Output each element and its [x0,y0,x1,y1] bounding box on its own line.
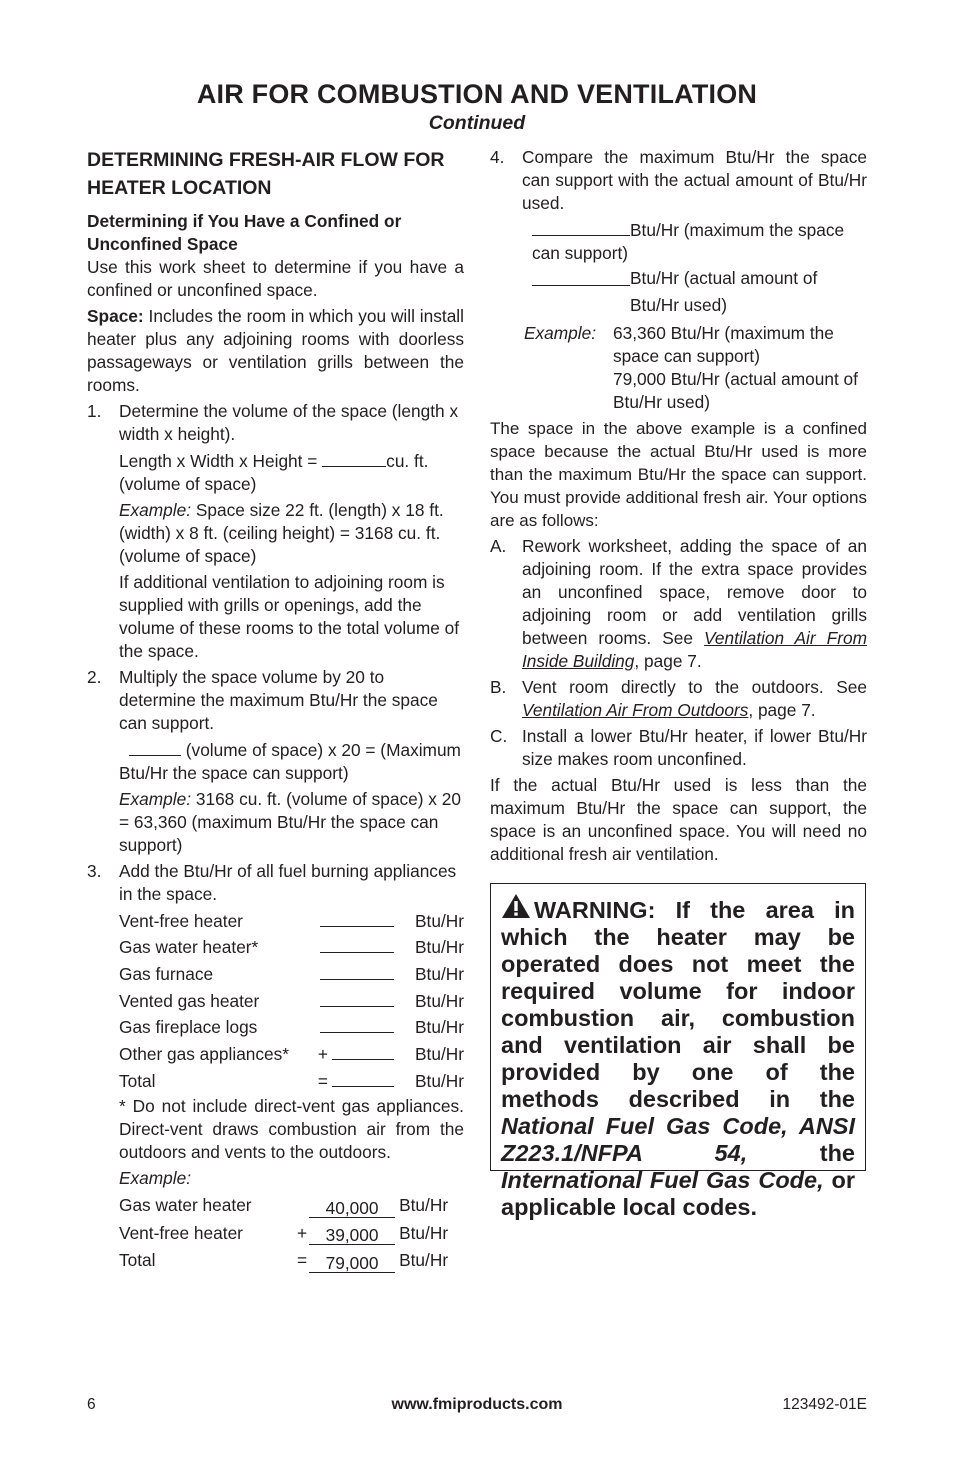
example-row [119,1190,459,1217]
appliance-label: Gas water heater* [119,937,259,958]
step-text: Determine the volume of the space (length x width x height). [119,401,459,444]
blank-line [320,992,394,1007]
compare-line-1 [490,218,867,265]
step-number: 4. [490,147,505,167]
example-text: Space size 22 ft. (length) x 18 ft. (width) x 8 ft. (ceiling height) = 3168 cu. ft. (volume of space) [119,500,444,566]
option-letter: B. [490,677,507,697]
operator [297,1190,309,1217]
appliance-row [119,933,464,960]
compare-text: Btu/Hr (maximum the space can support) [532,220,845,263]
unconfined-explanation: If the actual Btu/Hr used is less than the maximum Btu/Hr the space can support, the space is an unconfined space. You will need no additional fresh air ventilation. [490,775,867,864]
appliance-label: Gas fireplace logs [119,1017,258,1038]
volume-formula [119,449,464,496]
appliance-label: Vent-free heater [119,910,243,931]
step-2-example [119,788,464,857]
unit: Btu/Hr [415,1070,464,1091]
unit: Btu/Hr [415,990,464,1011]
warning-triangle-icon [501,893,531,919]
operator: + [317,1044,328,1065]
example-label: Example: [119,789,192,809]
step-text: Multiply the space volume by 20 to determine the maximum Btu/Hr the space can support. [119,667,438,733]
option-page: , page 7. [634,651,702,671]
appliance-table [119,906,464,1093]
step-number: 1. [87,401,102,421]
example-appliance: Vent-free heater [119,1222,243,1243]
example-value: 40,000 [309,1190,395,1217]
unit: Btu/Hr [399,1195,449,1215]
appliance-label: Total [119,1070,156,1091]
blank-line [320,1018,394,1033]
page-subtitle: Continued [428,112,526,134]
blank-line [320,965,394,980]
appliance-label: Other gas appliances* [119,1044,290,1065]
document-number: 123492-01E [782,1396,867,1413]
warning-text: the [747,1140,855,1166]
example-value: 39,000 [309,1217,395,1245]
warning-code-ref: International Fuel Gas Code, [501,1167,824,1193]
option-b [490,676,867,722]
operator: = [317,1070,328,1091]
blank-line [332,1072,394,1087]
compare-line-2 [532,268,867,319]
example-max: 63,360 Btu/Hr (maximum the space can support) [613,323,834,366]
formula-unit: cu. ft. (volume of space) [119,451,429,494]
step-1-example [119,499,464,568]
page-title: AIR FOR COMBUSTION AND VENTILATION [196,79,758,109]
operator: + [297,1222,308,1243]
example-row [119,1245,459,1273]
option-text: Install a lower Btu/Hr heater, if lower Btu/Hr size makes room unconfined. [522,726,867,769]
appliance-row [119,1066,464,1093]
step-1-note: If additional ventilation to adjoining room is supplied with grills or openings, add the volume of these rooms to the total volume of the space. [119,572,460,661]
operator: = [297,1250,308,1271]
link-ventilation-outdoors[interactable]: Ventilation Air From Outdoors [522,700,749,720]
intro-text: Use this work sheet to determine if you have a confined or unconfined space. [87,257,464,300]
example-appliance: Gas water heater [119,1195,252,1215]
space-label: Space: [87,306,144,326]
option-letter: C. [490,726,508,746]
subheading: Determining if You Have a Confined or Unconfined Space [87,211,402,254]
example-value: 79,000 [309,1245,395,1273]
option-letter: A. [490,536,507,556]
warning-label: WARNING: [534,897,656,923]
unit: Btu/Hr [415,964,464,985]
step-3 [87,860,464,1273]
blank-line [320,912,394,927]
unit: Btu/Hr [415,937,464,958]
example-actual: 79,000 Btu/Hr (actual amount of Btu/Hr used) [613,369,858,412]
step-text: Add the Btu/Hr of all fuel burning appliances in the space. [119,861,457,904]
warning-text: If the area in which the heater may be operated does not meet the required volume for indoor combustion air, combustion and ventilation air shall be provided by one of the methods described in the [501,897,855,1112]
btu-formula [119,738,464,785]
example-appliance: Total [119,1250,156,1271]
step-1 [87,400,464,663]
example-label: Example: [119,1167,192,1188]
footnote: * Do not include direct-vent gas appliances. Direct-vent draws combustion air from the outdoors and vents to the outdoors. [119,1095,464,1162]
step-2 [87,666,464,857]
example-row [119,1217,459,1245]
step-4 [490,146,867,414]
appliance-label: Gas furnace [119,964,214,985]
blank-line [320,938,394,953]
example-label: Example: [524,323,597,343]
link-ventilation-inside[interactable]: Ventilation Air From Inside Building [522,628,867,671]
compare-text: Btu/Hr (actual amount of Btu/Hr used) [630,268,818,315]
appliance-row [119,906,464,933]
space-text: Includes the room in which you will install heater plus any adjoining rooms with doorless passageways or ventilation grills between the rooms. [87,306,464,395]
unit: Btu/Hr [399,1250,449,1271]
left-column [87,146,464,1276]
option-c [490,725,867,771]
option-a [490,535,867,673]
formula-label: Length x Width x Height = [119,451,323,471]
space-definition [87,305,464,397]
option-text: Rework worksheet, adding the space of an adjoining room. If the extra space provides an unconfined space, remove door to adjoining room or add ventilation grills between rooms. See [522,536,867,648]
warning-text: or applicable local codes. [501,1167,855,1220]
appliance-row [119,986,464,1013]
warning-code-ref: National Fuel Gas Code, ANSI Z223.1/NFPA 54, [501,1113,855,1166]
step-text: Compare the maximum Btu/Hr the space can support with the actual amount of Btu/Hr used. [522,147,867,213]
appliance-label: Vented gas heater [119,990,260,1011]
step-3-example-label [119,1167,464,1190]
unit: Btu/Hr [399,1222,449,1243]
appliance-row [119,1039,464,1066]
formula-text: (volume of space) x 20 = (Maximum Btu/Hr the space can support) [119,740,461,783]
example-values [613,322,867,414]
blank-line [129,738,181,756]
warning-box [490,883,866,1220]
blank-line [322,449,386,467]
blank-line [532,218,630,236]
confined-explanation: The space in the above example is a confined space because the actual Btu/Hr used is more than the maximum Btu/Hr the space can support. You must provide additional fresh air. Your options are as follows: [490,419,867,530]
example-table [119,1190,459,1273]
option-page: , page 7. [748,700,816,720]
unit: Btu/Hr [415,1044,464,1065]
unit: Btu/Hr [415,1017,464,1038]
appliance-row [119,959,464,986]
step-4-example [522,322,867,414]
unit: Btu/Hr [415,910,464,931]
blank-line [332,1045,394,1060]
appliance-row [119,1013,464,1040]
step-number: 3. [87,861,102,881]
section-heading: DETERMINING FRESH-AIR FLOW FOR HEATER LOCATION [87,149,445,199]
example-text: 3168 cu. ft. (volume of space) x 20 = 63,360 (maximum Btu/Hr the space can support) [119,789,461,855]
right-column [490,146,867,869]
footer-url[interactable]: www.fmiproducts.com [391,1396,563,1413]
example-label: Example: [119,500,192,520]
page-number: 6 [87,1396,96,1413]
step-number: 2. [87,667,102,687]
blank-line [532,268,630,286]
option-text: Vent room directly to the outdoors. See [522,677,867,697]
